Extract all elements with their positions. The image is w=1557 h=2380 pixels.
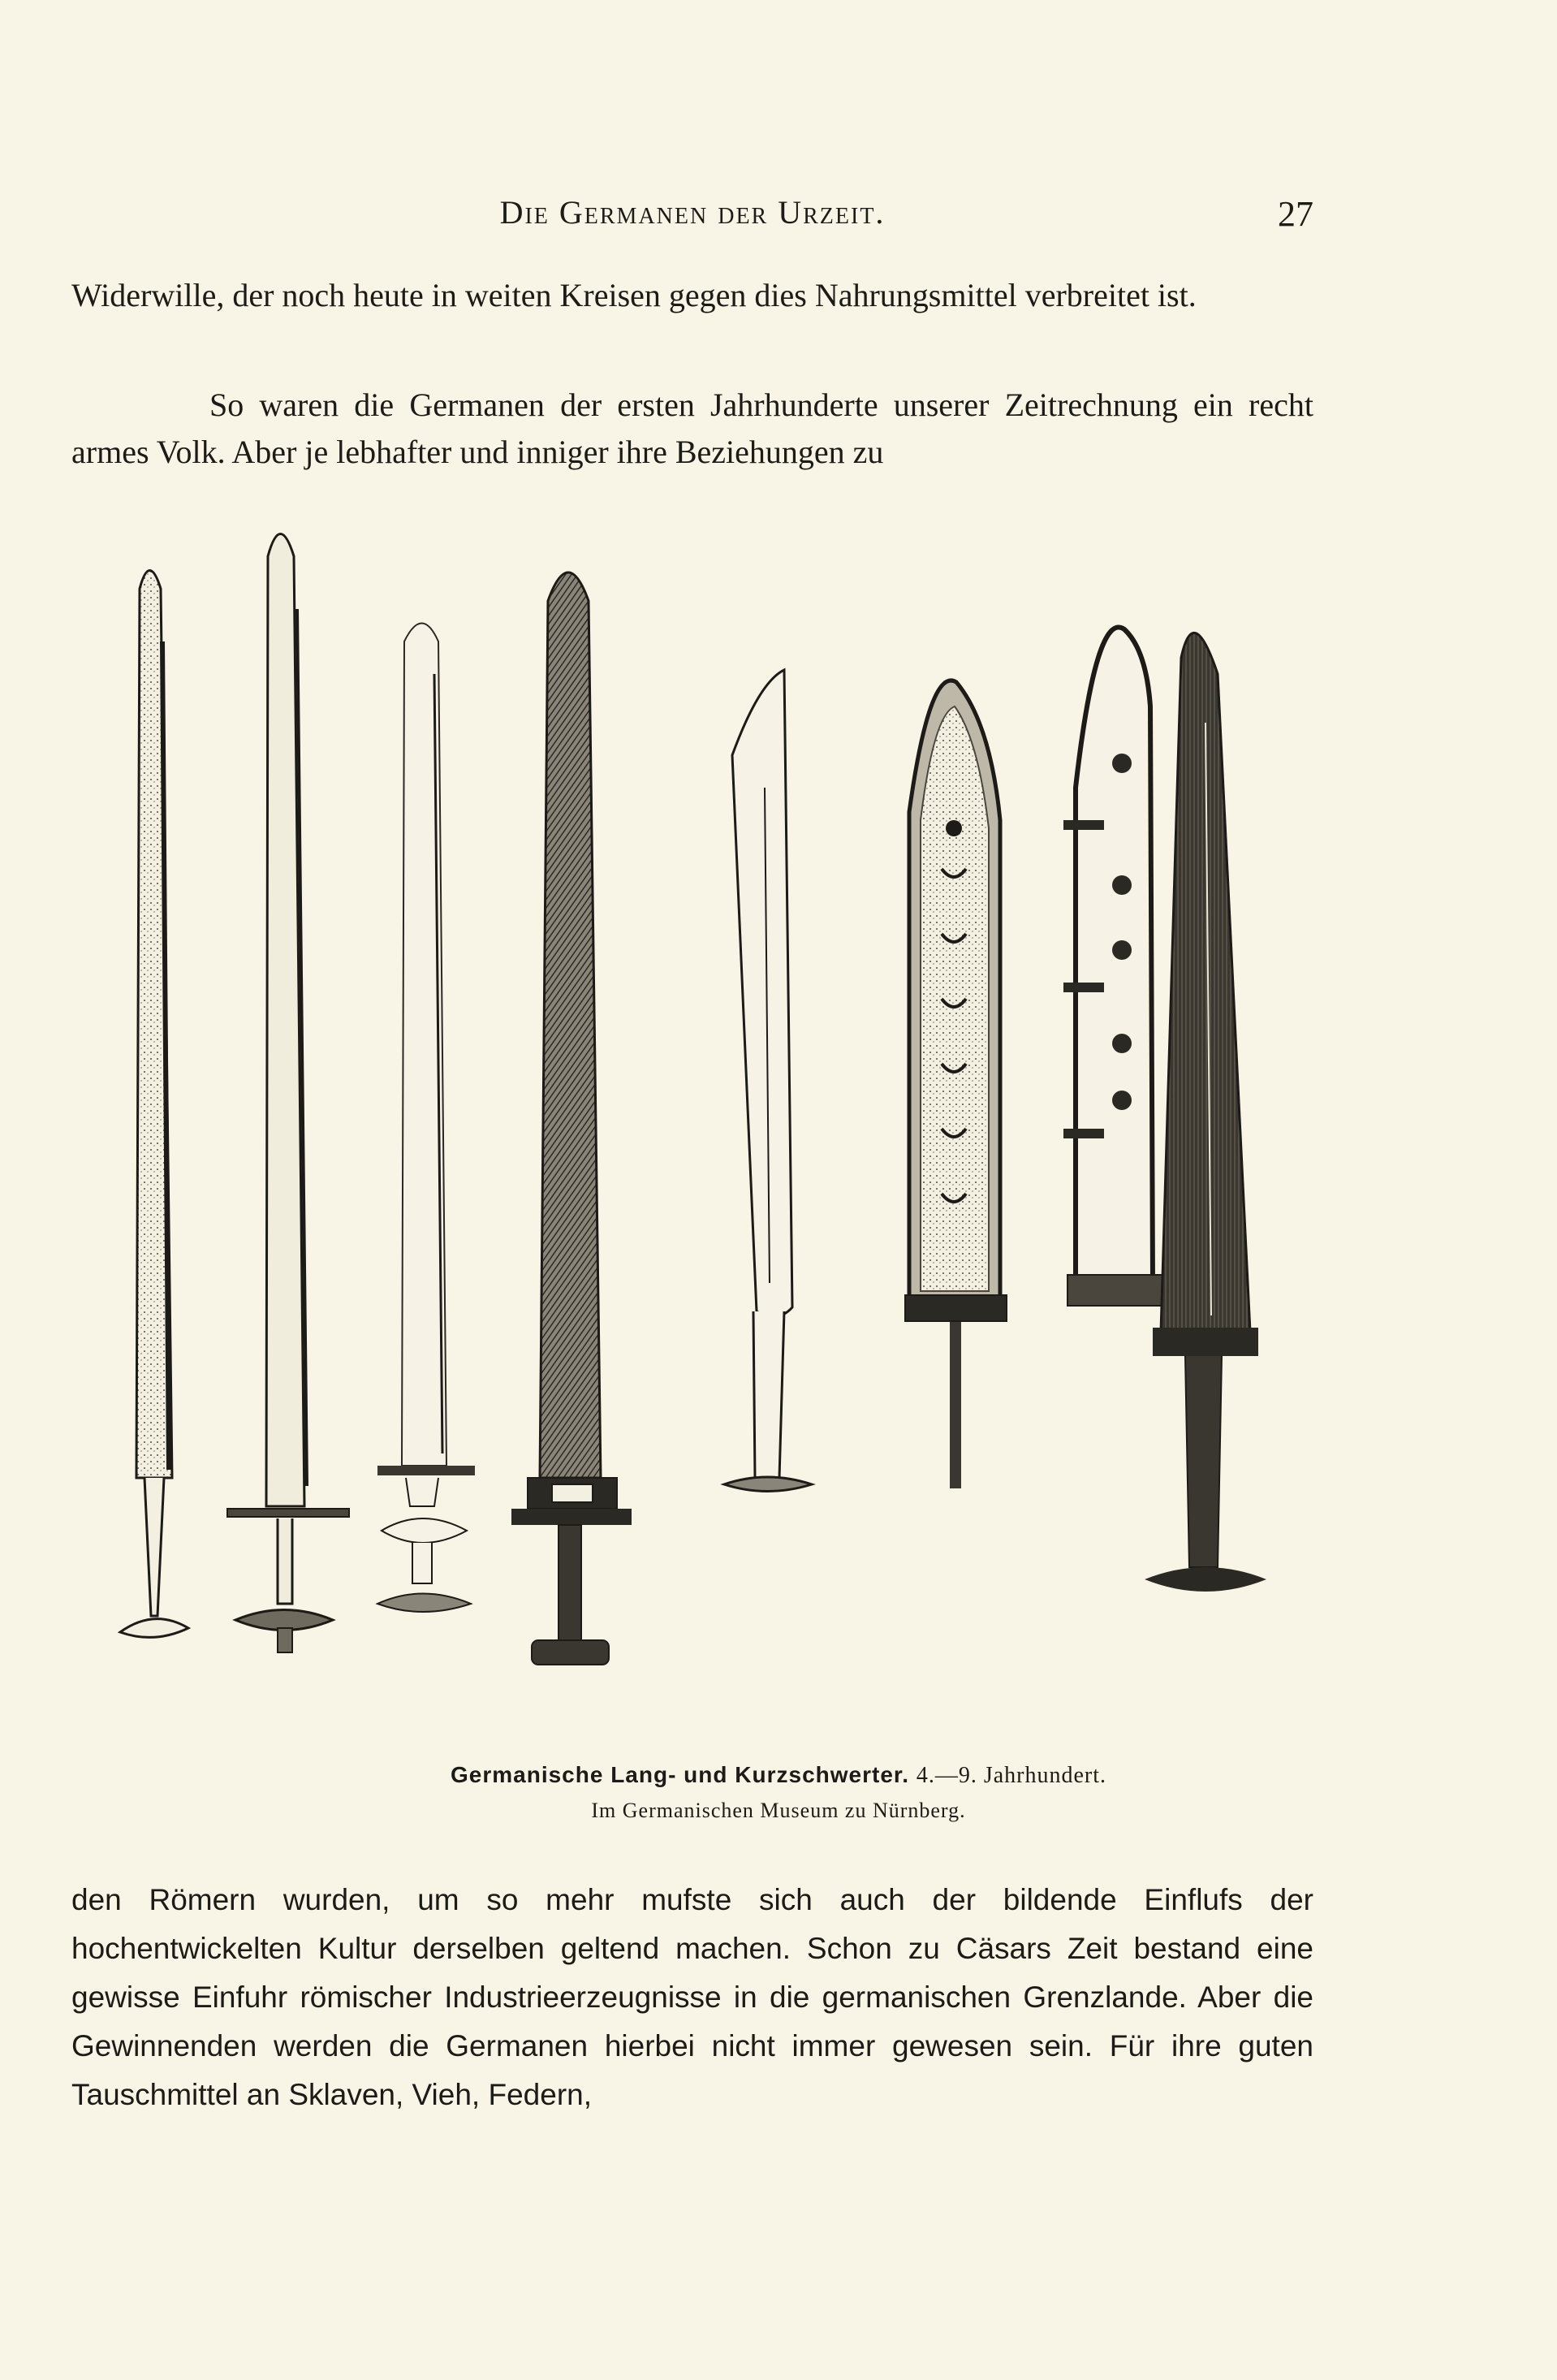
page-number: 27 bbox=[1278, 194, 1313, 234]
sword-2 bbox=[227, 534, 349, 1653]
paragraph-widerwille: Widerwille, der noch heute in weiten Kreisen gegen dies Nahrungsmittel verbreitet ist. bbox=[71, 277, 1197, 313]
running-title: Die Germanen der Urzeit. bbox=[499, 194, 886, 231]
sword-8-dagger bbox=[1145, 633, 1266, 1592]
running-head bbox=[71, 193, 1313, 242]
figure-caption-location: Im Germanischen Museum zu Nürnberg. bbox=[591, 1799, 966, 1822]
paragraph-den-roemern: den Römern wurden, um so mehr mufste sich auch der bildende Einflufs der hochentwickelten Kultur derselben geltend machen. Schon zu Cäsars Zeit bestand eine gewisse Einfuhr römischer Industrieerzeugnisse in die germanischen Grenzlande. Aber die Gewinnenden werden die Germanen hierbei nicht immer gewesen sein. Für ihre guten Tauschmittel an Sklaven, Vieh, Federn, bbox=[71, 1883, 1313, 2111]
sword-6-sheath bbox=[905, 680, 1007, 1488]
sword-3 bbox=[377, 624, 475, 1613]
swords-illustration bbox=[97, 512, 1299, 1730]
figure-caption-title: Germanische Lang- und Kurzschwerter. bbox=[451, 1762, 910, 1787]
figure-caption-years: 4.—9. Jahrhundert. bbox=[916, 1763, 1106, 1788]
sword-5 bbox=[724, 670, 812, 1492]
paragraph-so-waren: So waren die Germanen der ersten Jahrhunderte unserer Zeitrechnung ein recht armes Volk. Aber je lebhafter und inniger ihre Beziehungen zu bbox=[71, 387, 1313, 470]
sword-7-scabbard bbox=[1063, 627, 1165, 1306]
figure-caption bbox=[0, 1762, 1557, 1789]
sword-1 bbox=[120, 571, 188, 1638]
sword-4 bbox=[511, 572, 632, 1665]
